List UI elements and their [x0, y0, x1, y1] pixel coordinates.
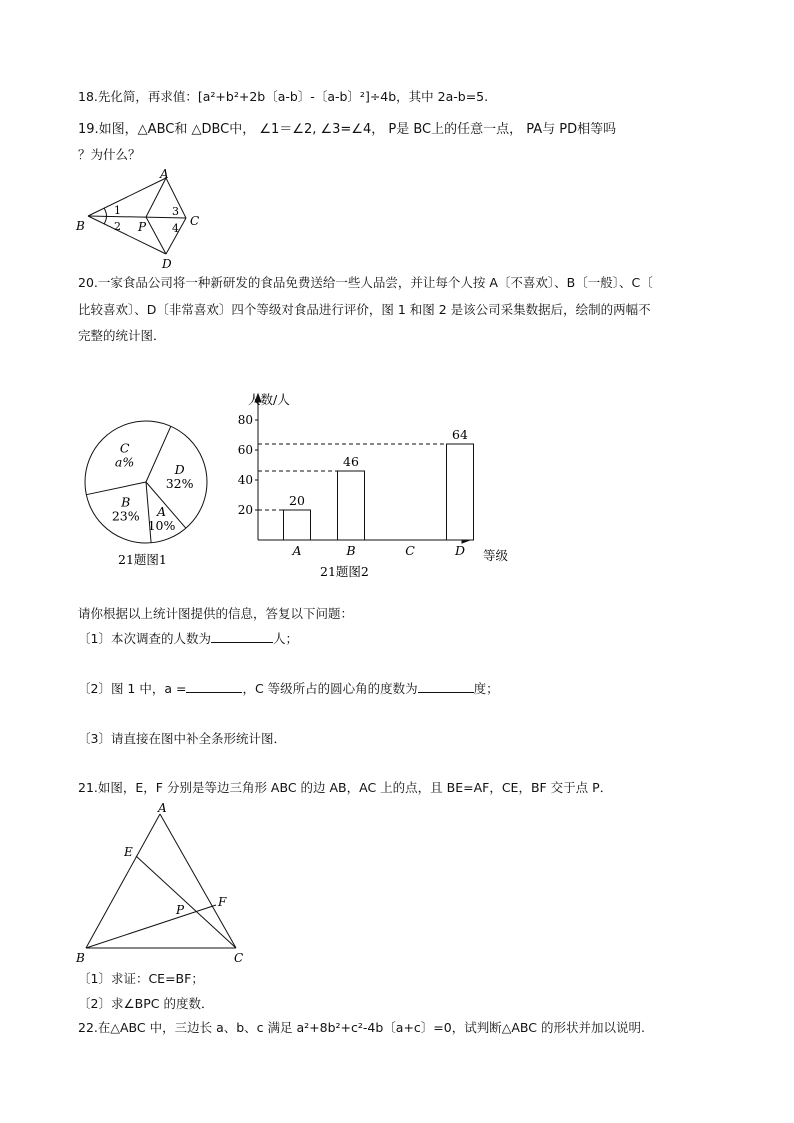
q20-sub2-pre: 〔2〕图 1 中，a = [78, 681, 187, 696]
q19-figure [74, 168, 214, 268]
fig19-label-C: C [190, 214, 200, 228]
q21-sub2: 〔2〕求∠BPC 的度数． [78, 996, 214, 1011]
pie-slice-label-B: B [121, 494, 131, 510]
pie-divider-1 [146, 426, 171, 482]
bar-xtick-label-A: A [292, 543, 302, 558]
bar-ytick-label-60: 60 [237, 443, 253, 457]
q20-sub2-post: 度； [473, 681, 499, 696]
fig21-label-E: E [124, 845, 133, 859]
pie-slice-value-B: 23% [111, 508, 140, 524]
fig21-label-B: B [76, 951, 85, 965]
q20-prompt: 请你根据以上统计图提供的信息，答复以下问题： [78, 606, 354, 621]
pie-divider-3 [146, 482, 151, 543]
bar-D [447, 444, 474, 540]
bar-xtick-label-C: C [405, 543, 415, 558]
pie-slice-value-A: 10% [147, 517, 176, 533]
fig19-angle-1: 1 [114, 204, 121, 217]
q21-figure [74, 800, 254, 968]
q20-sub1-blank[interactable] [211, 630, 273, 643]
q20-sub1-pre: 〔1〕本次调查的人数为 [78, 631, 211, 646]
pie-divider-0 [86, 482, 146, 495]
bar-caption: 21题图2 [320, 564, 369, 579]
bar-chart [228, 388, 528, 583]
bar-A [284, 510, 311, 540]
bar-xtick-label-B: B [346, 543, 356, 558]
pie-slice-value-C: a% [114, 454, 135, 470]
bar-ylabel: 人数/人 [248, 392, 290, 407]
q20-line2: 比较喜欢〕、D〔非常喜欢〕四个等级对食品进行评价，图 1 和图 2 是该公司采集数据后，绘制的两幅不 [78, 302, 651, 317]
q20-sub2-blank-a[interactable] [186, 680, 242, 693]
q20-sub1-post: 人； [272, 631, 298, 646]
bar-ytick-label-20: 20 [237, 503, 253, 517]
pie-slice-label-C: C [119, 440, 130, 456]
q18-text: 18.先化简，再求值：[a²+b²+2b〔a-b〕-〔a-b〕²]÷4b，其中 2a-b=5. [78, 89, 489, 104]
q21-sub1: 〔1〕求证：CE=BF； [78, 971, 204, 986]
bar-B [338, 471, 365, 540]
bar-xlabel: 等级 [483, 548, 509, 563]
bar-value-label-D: 64 [452, 427, 468, 442]
q20-sub3: 〔3〕请直接在图中补全条形统计图． [78, 731, 286, 746]
q21-text: 21.如图，E，F 分别是等边三角形 ABC 的边 AB，AC 上的点，且 BE=AF，CE，BF 交于点 P． [78, 780, 613, 795]
q20-sub1 [78, 630, 298, 647]
bar-xtick-label-D: D [454, 543, 466, 558]
bar-value-label-A: 20 [289, 493, 305, 508]
fig21-label-P: P [176, 903, 185, 917]
q20-sub2-mid: ，C 等级所占的圆心角的度数为 [242, 681, 418, 696]
q20-line1: 20.一家食品公司将一种新研发的食品免费送给一些人品尝，并让每个人按 A〔不喜欢〕、B〔一般〕、C〔 [78, 275, 653, 290]
pie-caption: 21题图1 [118, 552, 167, 567]
fig19-label-B: B [76, 219, 85, 233]
q19-line2: ？为什么？ [78, 147, 141, 162]
pie-chart [78, 418, 218, 578]
q20-line3: 完整的统计图． [78, 328, 166, 343]
fig19-label-D: D [162, 257, 172, 268]
q20-sub2 [78, 680, 499, 697]
bar-value-label-B: 46 [343, 454, 359, 469]
fig21-label-F: F [218, 895, 227, 909]
fig19-label-P: P [138, 220, 147, 234]
pie-slice-label-A: A [156, 503, 167, 519]
q20-sub2-blank-angle[interactable] [418, 680, 474, 693]
pie-slice-label-D: D [174, 462, 185, 478]
fig19-angle-4: 4 [172, 222, 179, 235]
pie-slice-value-D: 32% [165, 476, 194, 492]
q22-text: 22.在△ABC 中，三边长 a、b、c 满足 a²+8b²+c²-4b〔a+c〕=0，试判断△ABC 的形状并加以说明. [78, 1020, 645, 1035]
fig21-label-A: A [158, 801, 167, 815]
fig19-label-A: A [160, 168, 169, 181]
bar-ytick-label-80: 80 [237, 413, 253, 427]
fig19-angle-3: 3 [172, 205, 179, 218]
fig21-label-C: C [234, 951, 244, 965]
q19-line1: 19.如图，△ABC和 △DBC中， ∠1＝∠2, ∠3=∠4， P是 BC上的任意一点， PA与 PD相等吗 [78, 122, 617, 137]
bar-ytick-label-40: 40 [237, 473, 253, 487]
fig19-angle-2: 2 [114, 220, 121, 233]
